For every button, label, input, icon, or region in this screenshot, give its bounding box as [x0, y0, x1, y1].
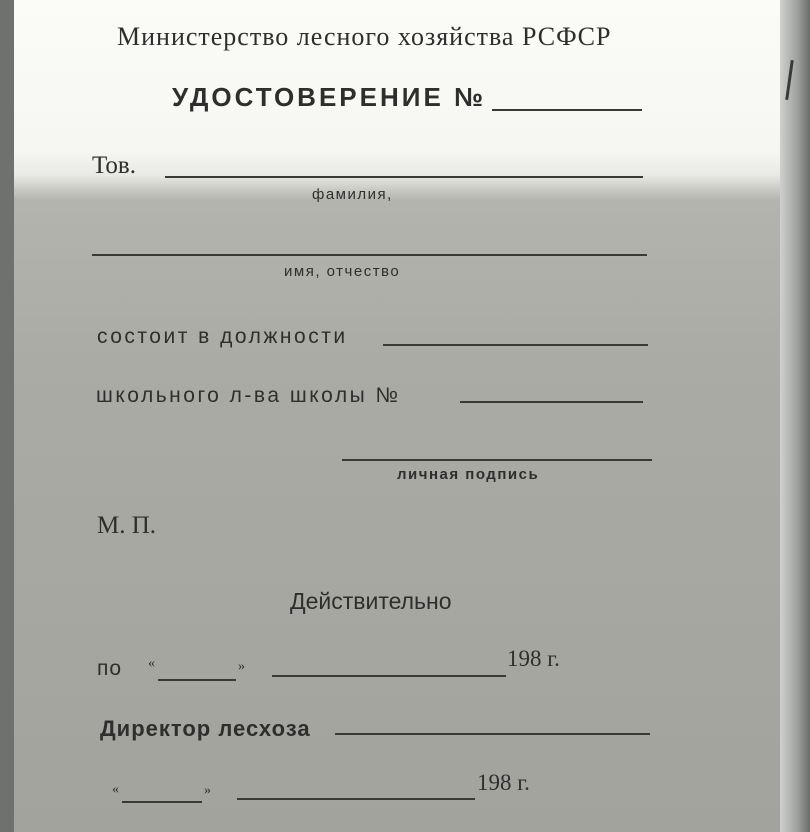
surname-caption: фамилия, — [312, 186, 393, 203]
director-signature-field[interactable] — [335, 733, 650, 735]
valid-day-field[interactable] — [158, 679, 236, 681]
school-number-field[interactable] — [460, 401, 643, 403]
ministry-header: Министерство лесного хозяйства РСФСР — [117, 22, 612, 51]
director-month-field[interactable] — [237, 798, 475, 800]
director-year: 198 г. — [477, 770, 530, 795]
signature-caption: личная подпись — [397, 466, 540, 483]
stamp-place: М. П. — [97, 512, 157, 539]
director-day-quote-open: « — [112, 782, 119, 797]
valid-day-quote-close: » — [238, 659, 245, 674]
director-label: Директор лесхоза — [100, 716, 311, 741]
valid-until-prefix: по — [97, 657, 123, 680]
background-edge — [780, 0, 810, 832]
certificate-title: УДОСТОВЕРЕНИЕ № — [172, 82, 487, 112]
surname-field[interactable] — [165, 176, 643, 178]
name-field[interactable] — [92, 254, 647, 256]
position-label: состоит в должности — [97, 325, 348, 348]
tov-label: Тов. — [92, 152, 136, 179]
name-caption: имя, отчество — [284, 263, 401, 280]
director-day-quote-close: » — [204, 783, 211, 798]
valid-month-field[interactable] — [272, 675, 506, 677]
valid-day-quote-open: « — [148, 656, 155, 671]
valid-year: 198 г. — [507, 646, 560, 671]
position-field[interactable] — [383, 344, 648, 346]
director-day-field[interactable] — [122, 801, 202, 803]
certificate-form — [14, 0, 780, 832]
signature-field[interactable] — [342, 459, 652, 461]
valid-label: Действительно — [290, 588, 452, 614]
school-label: школьного л-ва школы № — [96, 384, 401, 407]
certificate-number-field[interactable] — [492, 109, 642, 111]
